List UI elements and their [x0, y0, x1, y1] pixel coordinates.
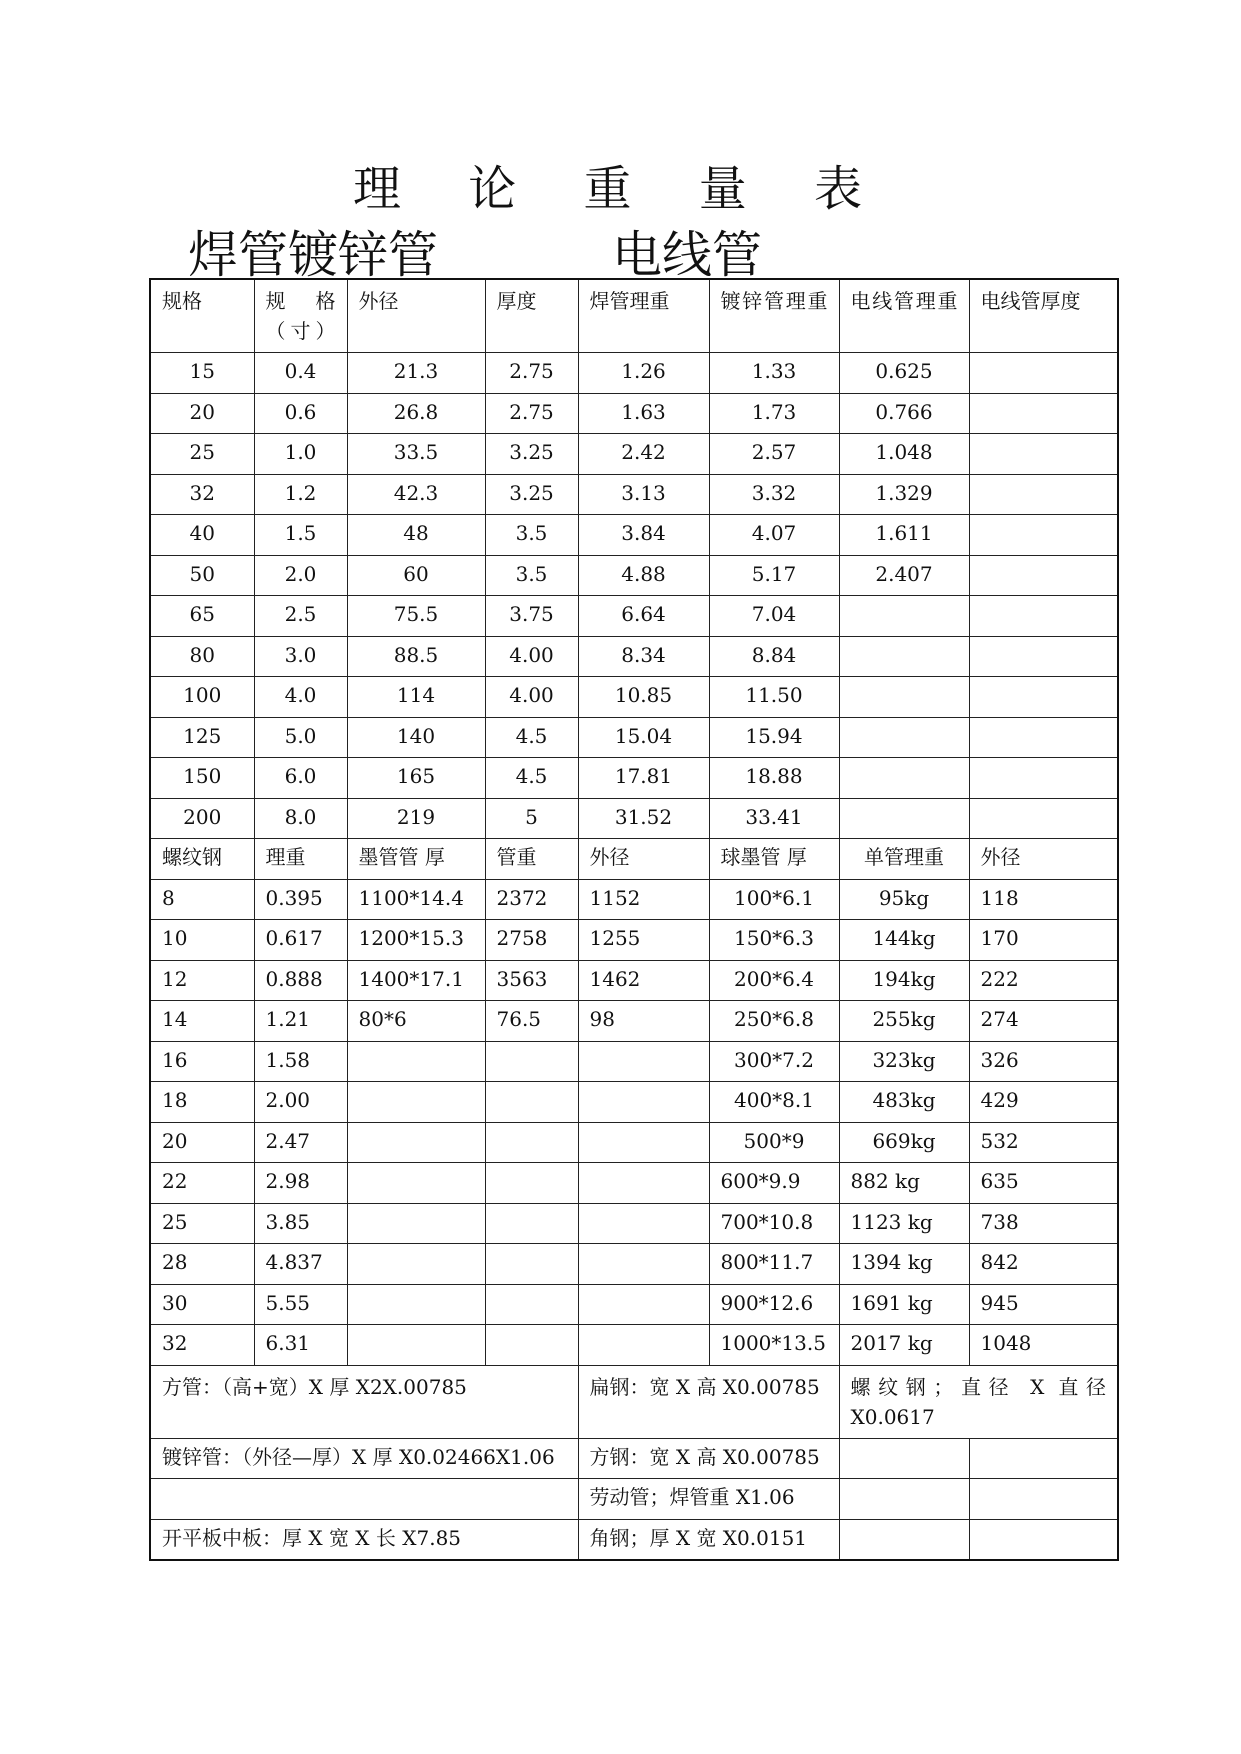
table-cell: 25	[150, 1203, 254, 1244]
table-cell	[347, 1041, 485, 1082]
table-cell	[969, 1438, 1118, 1479]
header-cell: 墨管管 厚	[347, 839, 485, 880]
table-cell: 8.34	[578, 636, 709, 677]
table-cell: 5.55	[254, 1284, 347, 1325]
table-row	[150, 555, 1118, 596]
header-cell: 外径	[969, 839, 1118, 880]
table-cell: 1.63	[578, 393, 709, 434]
table-cell: 15	[150, 353, 254, 394]
table-cell: 10	[150, 920, 254, 961]
table-row	[150, 879, 1118, 920]
table-row	[150, 596, 1118, 637]
table-cell: 6.31	[254, 1325, 347, 1366]
table-cell	[969, 758, 1118, 799]
header-cell: 管重	[485, 839, 578, 880]
header-cell: 规 格（寸）	[254, 279, 347, 353]
table-cell: 114	[347, 677, 485, 718]
table-cell: 3.25	[485, 474, 578, 515]
table-cell: 0.617	[254, 920, 347, 961]
table-cell: 80*6	[347, 1001, 485, 1042]
table-cell	[578, 1203, 709, 1244]
table-cell: 1255	[578, 920, 709, 961]
table-cell	[839, 717, 969, 758]
table-cell: 4.07	[709, 515, 839, 556]
table-cell: 1048	[969, 1325, 1118, 1366]
table-cell: 400*8.1	[709, 1082, 839, 1123]
table-cell	[969, 555, 1118, 596]
rebar-header-row	[150, 839, 1118, 880]
table-cell: 274	[969, 1001, 1118, 1042]
table-cell: 1.329	[839, 474, 969, 515]
table-cell	[347, 1203, 485, 1244]
table-cell: 2.5	[254, 596, 347, 637]
table-cell: 738	[969, 1203, 1118, 1244]
table-cell: 3.85	[254, 1203, 347, 1244]
header-cell: 电线管理重	[839, 279, 969, 353]
table-row	[150, 434, 1118, 475]
table-cell: 4.0	[254, 677, 347, 718]
table-cell: 16	[150, 1041, 254, 1082]
table-cell: 28	[150, 1244, 254, 1285]
table-cell: 1462	[578, 960, 709, 1001]
table-row	[150, 920, 1118, 961]
table-cell: 1152	[578, 879, 709, 920]
table-cell: 8.84	[709, 636, 839, 677]
table-cell: 483kg	[839, 1082, 969, 1123]
table-cell	[578, 1163, 709, 1204]
table-cell: 22	[150, 1163, 254, 1204]
table-cell: 140	[347, 717, 485, 758]
table-cell	[969, 474, 1118, 515]
table-cell	[969, 798, 1118, 839]
table-cell	[839, 798, 969, 839]
table-cell: 1.611	[839, 515, 969, 556]
table-cell: 8.0	[254, 798, 347, 839]
table-cell: 3.13	[578, 474, 709, 515]
table-row	[150, 717, 1118, 758]
table-row	[150, 474, 1118, 515]
table-cell: 80	[150, 636, 254, 677]
table-cell: 8	[150, 879, 254, 920]
table-cell: 1.73	[709, 393, 839, 434]
table-row	[150, 798, 1118, 839]
table-cell	[485, 1163, 578, 1204]
formula-plate: 开平板中板：厚 X 宽 X 长 X7.85	[150, 1519, 578, 1560]
table-cell	[578, 1122, 709, 1163]
table-cell	[839, 677, 969, 718]
table-cell: 500*9	[709, 1122, 839, 1163]
table-cell: 15.04	[578, 717, 709, 758]
table-cell	[347, 1284, 485, 1325]
table-cell: 2.57	[709, 434, 839, 475]
table-cell	[839, 1479, 969, 1520]
table-cell: 1.2	[254, 474, 347, 515]
table-cell: 1200*15.3	[347, 920, 485, 961]
table-cell	[578, 1325, 709, 1366]
table-cell: 50	[150, 555, 254, 596]
table-cell	[485, 1041, 578, 1082]
table-cell: 76.5	[485, 1001, 578, 1042]
table-cell	[969, 1479, 1118, 1520]
table-cell: 7.04	[709, 596, 839, 637]
table-cell: 2.75	[485, 353, 578, 394]
table-cell: 219	[347, 798, 485, 839]
table-cell: 2.407	[839, 555, 969, 596]
table-cell: 300*7.2	[709, 1041, 839, 1082]
table-cell: 26.8	[347, 393, 485, 434]
table-row	[150, 1001, 1118, 1042]
table-cell: 75.5	[347, 596, 485, 637]
table-cell	[485, 1122, 578, 1163]
table-row	[150, 1041, 1118, 1082]
table-cell: 150*6.3	[709, 920, 839, 961]
table-row	[150, 636, 1118, 677]
table-cell	[969, 1519, 1118, 1560]
table-cell	[969, 677, 1118, 718]
table-cell: 2017 kg	[839, 1325, 969, 1366]
table-cell: 20	[150, 1122, 254, 1163]
table-cell	[969, 434, 1118, 475]
header-cell: 理重	[254, 839, 347, 880]
table-cell	[347, 1244, 485, 1285]
table-cell: 1100*14.4	[347, 879, 485, 920]
table-row	[150, 353, 1118, 394]
table-cell: 14	[150, 1001, 254, 1042]
subtitle-welded-galvanized: 焊管镀锌管	[188, 226, 438, 284]
table-cell: 15.94	[709, 717, 839, 758]
table-cell	[485, 1284, 578, 1325]
header-cell: 焊管理重	[578, 279, 709, 353]
table-cell: 6.64	[578, 596, 709, 637]
table-cell	[347, 1122, 485, 1163]
table-cell	[969, 515, 1118, 556]
header-cell: 外径	[347, 279, 485, 353]
table-cell: 60	[347, 555, 485, 596]
table-cell: 800*11.7	[709, 1244, 839, 1285]
table-cell: 12	[150, 960, 254, 1001]
table-row	[150, 960, 1118, 1001]
pipe-header-row	[150, 279, 1118, 353]
table-cell: 33.41	[709, 798, 839, 839]
table-cell: 20	[150, 393, 254, 434]
table-cell: 5.17	[709, 555, 839, 596]
table-cell: 700*10.8	[709, 1203, 839, 1244]
table-row	[150, 1325, 1118, 1366]
table-cell: 3563	[485, 960, 578, 1001]
table-cell	[839, 636, 969, 677]
table-cell: 6.0	[254, 758, 347, 799]
table-cell: 0.395	[254, 879, 347, 920]
subtitle-conduit: 电线管	[612, 226, 762, 284]
table-cell: 18	[150, 1082, 254, 1123]
table-cell: 42.3	[347, 474, 485, 515]
table-cell: 65	[150, 596, 254, 637]
table-cell: 4.00	[485, 677, 578, 718]
table-cell: 150	[150, 758, 254, 799]
table-cell: 250*6.8	[709, 1001, 839, 1042]
formula-flat-steel: 扁钢：宽 X 高 X0.00785	[578, 1365, 839, 1438]
table-cell	[839, 758, 969, 799]
table-cell: 2.42	[578, 434, 709, 475]
table-cell: 900*12.6	[709, 1284, 839, 1325]
table-cell: 1691 kg	[839, 1284, 969, 1325]
table-cell: 2.75	[485, 393, 578, 434]
formula-rebar: 螺纹钢；直径 X 直径 X0.0617	[839, 1365, 1118, 1438]
formula-square-steel: 方钢：宽 X 高 X0.00785	[578, 1438, 839, 1479]
table-cell: 4.5	[485, 717, 578, 758]
table-cell	[839, 1519, 969, 1560]
table-cell	[578, 1244, 709, 1285]
table-cell: 1.0	[254, 434, 347, 475]
table-row	[150, 393, 1118, 434]
table-cell: 1.26	[578, 353, 709, 394]
table-cell	[347, 1163, 485, 1204]
table-cell: 3.0	[254, 636, 347, 677]
table-cell: 48	[347, 515, 485, 556]
table-cell: 0.4	[254, 353, 347, 394]
table-cell: 2.0	[254, 555, 347, 596]
table-cell: 1.5	[254, 515, 347, 556]
table-cell: 532	[969, 1122, 1118, 1163]
table-cell: 323kg	[839, 1041, 969, 1082]
formula-row	[150, 1519, 1118, 1560]
table-cell: 200	[150, 798, 254, 839]
table-cell: 144kg	[839, 920, 969, 961]
table-cell: 200*6.4	[709, 960, 839, 1001]
table-cell: 3.75	[485, 596, 578, 637]
table-row	[150, 1284, 1118, 1325]
table-cell: 0.888	[254, 960, 347, 1001]
header-cell: 球墨管 厚	[709, 839, 839, 880]
table-cell: 88.5	[347, 636, 485, 677]
header-cell: 厚度	[485, 279, 578, 353]
table-cell: 118	[969, 879, 1118, 920]
table-cell: 945	[969, 1284, 1118, 1325]
table-cell: 1000*13.5	[709, 1325, 839, 1366]
table-cell: 1.21	[254, 1001, 347, 1042]
table-cell	[969, 717, 1118, 758]
table-cell: 3.25	[485, 434, 578, 475]
table-cell: 4.88	[578, 555, 709, 596]
table-row	[150, 1082, 1118, 1123]
header-cell: 单管理重	[839, 839, 969, 880]
table-row	[150, 1244, 1118, 1285]
table-cell	[839, 1438, 969, 1479]
table-cell: 4.5	[485, 758, 578, 799]
table-cell: 669kg	[839, 1122, 969, 1163]
table-cell	[839, 596, 969, 637]
table-row	[150, 1122, 1118, 1163]
table-cell: 40	[150, 515, 254, 556]
table-cell: 600*9.9	[709, 1163, 839, 1204]
table-cell: 25	[150, 434, 254, 475]
table-cell	[578, 1284, 709, 1325]
table-cell: 2.47	[254, 1122, 347, 1163]
formula-row	[150, 1479, 1118, 1520]
formula-square-tube: 方管：（高+宽）X 厚 X2X.00785	[150, 1365, 578, 1438]
table-cell: 842	[969, 1244, 1118, 1285]
table-cell: 3.5	[485, 515, 578, 556]
table-cell	[969, 596, 1118, 637]
table-cell: 4.837	[254, 1244, 347, 1285]
table-cell	[969, 636, 1118, 677]
table-cell: 1.58	[254, 1041, 347, 1082]
formula-galvanized: 镀锌管：（外径—厚）X 厚 X0.02466X1.06	[150, 1438, 578, 1479]
table-cell: 95kg	[839, 879, 969, 920]
table-cell: 0.6	[254, 393, 347, 434]
formula-row	[150, 1438, 1118, 1479]
table-cell: 17.81	[578, 758, 709, 799]
table-cell: 32	[150, 1325, 254, 1366]
table-cell	[485, 1082, 578, 1123]
table-cell	[485, 1325, 578, 1366]
table-cell: 170	[969, 920, 1118, 961]
table-row	[150, 677, 1118, 718]
header-cell: 外径	[578, 839, 709, 880]
table-cell	[347, 1325, 485, 1366]
table-cell: 3.5	[485, 555, 578, 596]
table-cell: 0.766	[839, 393, 969, 434]
table-cell: 635	[969, 1163, 1118, 1204]
table-cell: 5	[485, 798, 578, 839]
weight-table	[149, 278, 1119, 1561]
table-cell: 125	[150, 717, 254, 758]
table-cell: 10.85	[578, 677, 709, 718]
table-cell: 882 kg	[839, 1163, 969, 1204]
header-cell: 电线管厚度	[969, 279, 1118, 353]
table-cell: 5.0	[254, 717, 347, 758]
table-cell: 1.33	[709, 353, 839, 394]
table-cell: 255kg	[839, 1001, 969, 1042]
table-row	[150, 758, 1118, 799]
table-cell: 31.52	[578, 798, 709, 839]
table-cell	[150, 1479, 578, 1520]
table-cell: 165	[347, 758, 485, 799]
table-cell: 2.98	[254, 1163, 347, 1204]
table-cell: 2372	[485, 879, 578, 920]
table-cell	[969, 353, 1118, 394]
table-cell: 100	[150, 677, 254, 718]
table-cell: 2758	[485, 920, 578, 961]
table-cell: 4.00	[485, 636, 578, 677]
formula-angle-steel: 角钢；厚 X 宽 X0.0151	[578, 1519, 839, 1560]
table-cell: 3.84	[578, 515, 709, 556]
table-cell: 1394 kg	[839, 1244, 969, 1285]
table-cell: 11.50	[709, 677, 839, 718]
formula-labor-pipe: 劳动管；焊管重 X1.06	[578, 1479, 839, 1520]
table-cell: 2.00	[254, 1082, 347, 1123]
table-row	[150, 515, 1118, 556]
table-cell: 326	[969, 1041, 1118, 1082]
header-cell: 规格	[150, 279, 254, 353]
table-cell: 3.32	[709, 474, 839, 515]
table-cell	[578, 1082, 709, 1123]
table-cell: 30	[150, 1284, 254, 1325]
table-cell: 21.3	[347, 353, 485, 394]
header-cell: 镀锌管理重	[709, 279, 839, 353]
table-cell: 0.625	[839, 353, 969, 394]
table-cell: 33.5	[347, 434, 485, 475]
table-row	[150, 1163, 1118, 1204]
table-cell: 1.048	[839, 434, 969, 475]
table-cell	[485, 1203, 578, 1244]
table-cell	[969, 393, 1118, 434]
page-title: 理 论 重 量 表	[352, 161, 889, 217]
table-cell: 1123 kg	[839, 1203, 969, 1244]
table-cell	[578, 1041, 709, 1082]
table-cell: 429	[969, 1082, 1118, 1123]
header-cell: 螺纹钢	[150, 839, 254, 880]
table-row	[150, 1203, 1118, 1244]
table-cell: 194kg	[839, 960, 969, 1001]
table-cell: 98	[578, 1001, 709, 1042]
table-cell: 100*6.1	[709, 879, 839, 920]
table-cell	[347, 1082, 485, 1123]
table-cell	[485, 1244, 578, 1285]
formula-row	[150, 1365, 1118, 1438]
table-cell: 1400*17.1	[347, 960, 485, 1001]
table-cell: 18.88	[709, 758, 839, 799]
table-cell: 32	[150, 474, 254, 515]
table-cell: 222	[969, 960, 1118, 1001]
